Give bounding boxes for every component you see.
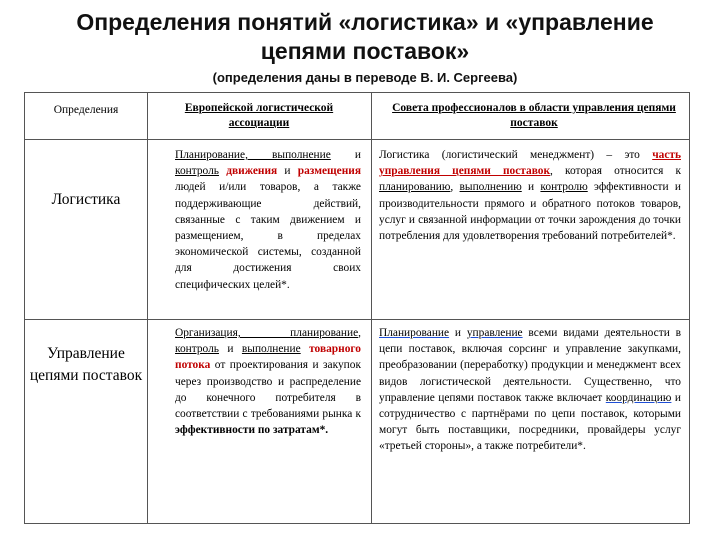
row-divider	[25, 139, 689, 140]
text-span: ,	[358, 327, 361, 339]
scm-european-definition	[175, 325, 361, 438]
text-span: Планирование	[379, 327, 450, 339]
header-definitions: Определения	[53, 104, 119, 116]
highlighted-term: часть управления цепями поставок	[379, 149, 681, 178]
text-span: и	[521, 181, 541, 194]
text-span: Планирование, выполнение	[175, 149, 331, 161]
text-span: управление	[466, 327, 523, 339]
text-span: всеми видами деятельности в цепи поставок, включая сорсинг и управление закупками, преобразовании (переработку) продукции и менеджмент всех видов логистической деятельности. Существенно, что управление цепями поставок также включает	[379, 327, 681, 404]
logistics-european-definition	[175, 147, 361, 293]
header-european-association: Европейской логистической ассоциации	[184, 102, 334, 129]
text-span: людей и/или товаров, а также поддерживающие действий, связанные с таким движением и размещением, в пределах экономической системы, созданной для достижения своих специфических целей*.	[175, 181, 361, 291]
text-span: контролю	[540, 181, 588, 194]
definitions-table	[24, 92, 690, 524]
text-span: выполнению	[459, 181, 522, 194]
text-span	[301, 343, 309, 355]
text-span: и сотрудничество с партнёрами по цепи поставок, которыми могут быть поставщики, посредники, провайдеры услуг «третьей стороны», а также потребители*.	[379, 391, 682, 453]
page-subtitle: (определения даны в переводе В. И. Сергеева)	[212, 70, 518, 85]
text-span: Логистика (логистический менеджмент) – это	[379, 149, 653, 161]
text-span: от проектирования и закупок через производство и распределение до конечного потребителя в соответствии с требованиями рынка к	[175, 359, 361, 421]
text-span: и	[218, 343, 242, 356]
text-span: выполнение	[241, 343, 301, 356]
text-span: и	[277, 165, 298, 178]
logistics-council-definition	[379, 147, 681, 244]
column-divider	[371, 93, 372, 523]
text-span: и	[449, 327, 467, 339]
text-span: эффективности и производительности прямого и обратного потоков товаров, услуг и связанной информации от точки зарождения до точки потребления для удовлетворения требований потребителей*.	[379, 181, 681, 243]
text-span: контроль	[175, 165, 219, 178]
highlighted-term: товарного потока	[175, 343, 361, 372]
text-span: планированию	[379, 181, 451, 194]
text-span: , которая относится к	[550, 165, 681, 178]
text-span: эффективности по затратам*.	[175, 424, 329, 437]
text-span: контроль	[175, 343, 219, 356]
header-council-professionals: Совета профессионалов в области управления цепями поставок	[392, 102, 676, 129]
text-span: координацию	[605, 391, 672, 404]
highlighted-term: размещения	[297, 165, 361, 178]
text-span: и	[330, 149, 361, 161]
scm-council-definition	[379, 325, 681, 455]
column-divider	[147, 93, 148, 523]
text-span: Организация, планирование	[175, 327, 359, 339]
row-label-logistics: Логистика	[51, 191, 121, 208]
text-span: ,	[450, 181, 460, 194]
row-divider	[25, 319, 689, 320]
row-label-supply-chain-management: Управление цепями поставок	[29, 345, 143, 384]
page-title: Определения понятий «логистика» и «управление цепями поставок»	[76, 9, 654, 64]
highlighted-term: движения	[226, 165, 278, 178]
